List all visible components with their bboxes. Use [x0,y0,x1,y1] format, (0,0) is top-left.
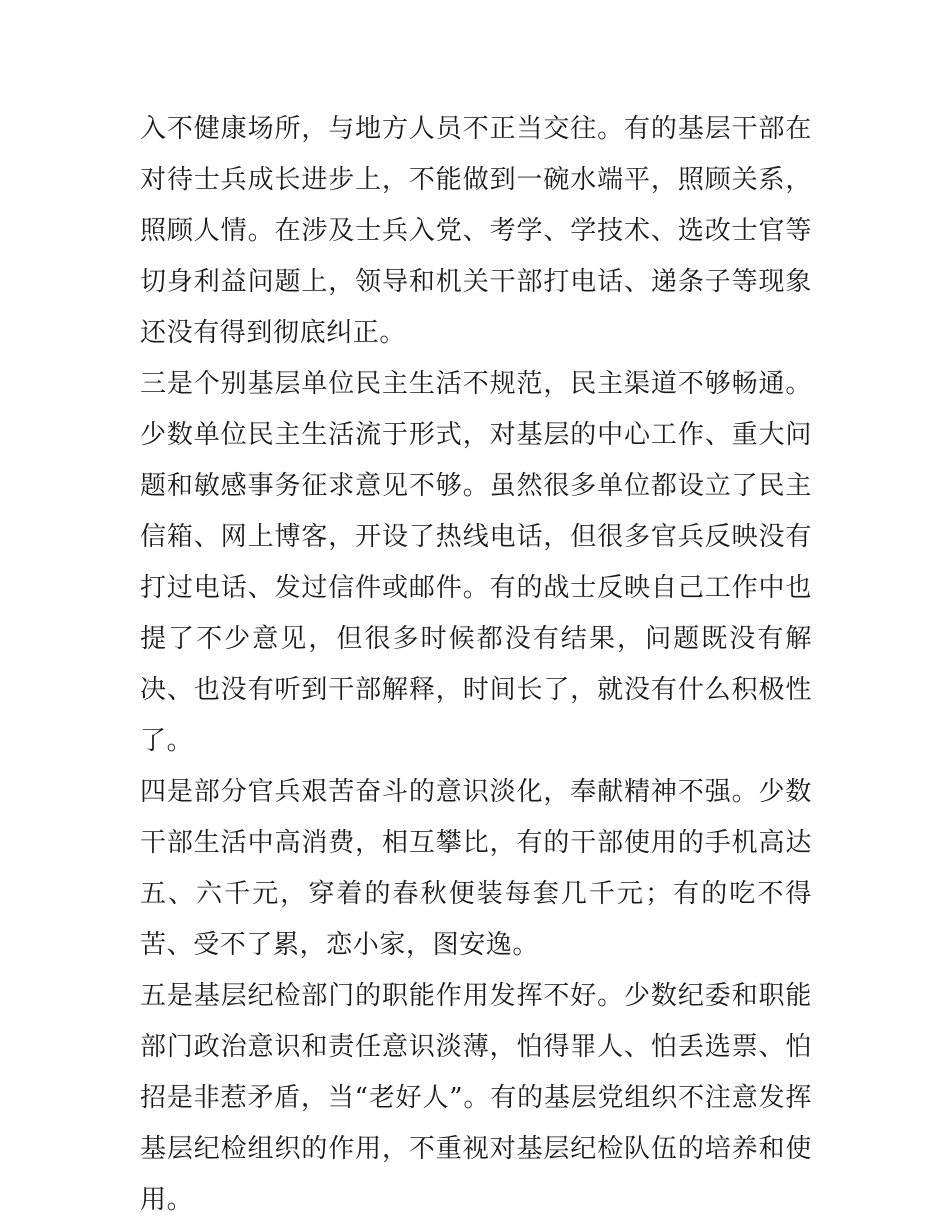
document-body [140,104,812,1226]
paragraph-1: 入不健康场所，与地方人员不正当交往。有的基层干部在对待士兵成长进步上，不能做到一碗水端平，照顾关系，照顾人情。在涉及士兵入党、考学、学技术、选改士官等切身利益问题上，领导和机关干部打电话、递条子等现象还没有得到彻底纠正。 [140,114,812,348]
paragraph-4: 五是基层纪检部门的职能作用发挥不好。少数纪委和职能部门政治意识和责任意识淡薄，怕得罪人、怕丢选票、怕招是非惹矛盾，当“老好人”。有的基层党组织不注意发挥基层纪检组织的作用，不重视对基层纪检队伍的培养和使用。 [140,981,812,1215]
paragraph-2: 三是个别基层单位民主生活不规范，民主渠道不够畅通。少数单位民主生活流于形式，对基层的中心工作、重大问题和敏感事务征求意见不够。虽然很多单位都设立了民主信箱、网上博客，开设了热线电话，但很多官兵反映没有打过电话、发过信件或邮件。有的战士反映自己工作中也提了不少意见，但很多时候都没有结果，问题既没有解决、也没有听到干部解释，时间长了，就没有什么积极性了。 [140,369,812,756]
paragraph-3: 四是部分官兵艰苦奋斗的意识淡化，奉献精神不强。少数干部生活中高消费，相互攀比，有的干部使用的手机高达五、六千元，穿着的春秋便装每套几千元；有的吃不得苦、受不了累，恋小家，图安逸。 [140,777,812,960]
